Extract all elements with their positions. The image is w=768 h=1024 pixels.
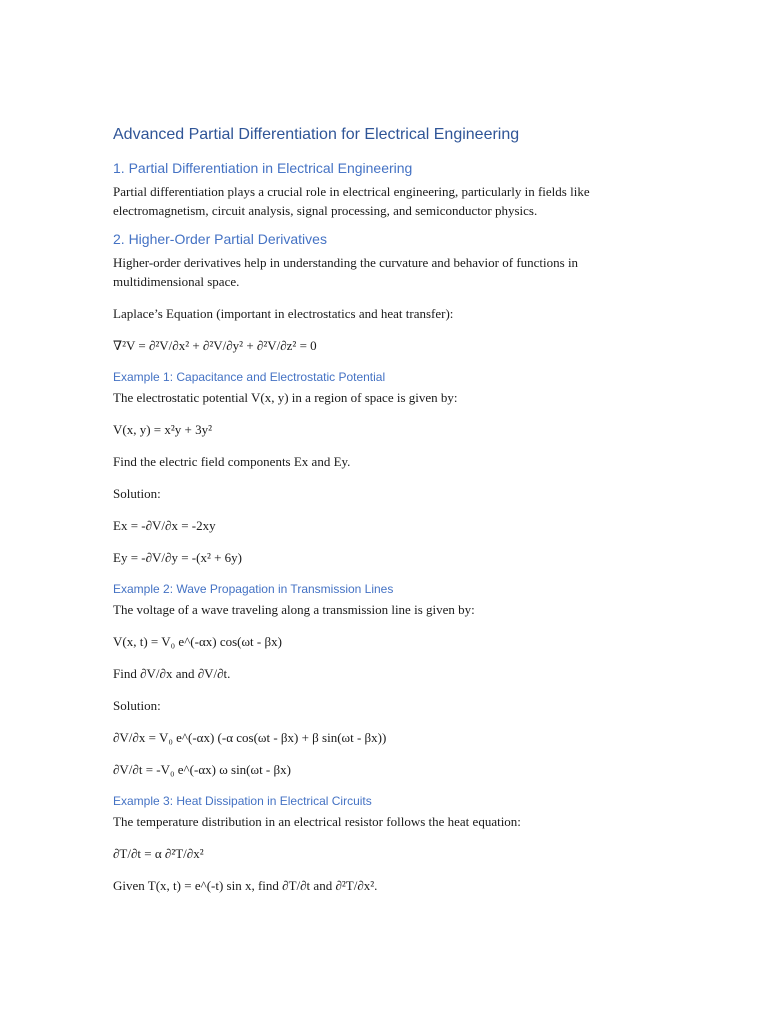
example-1-solution-label: Solution: — [113, 486, 161, 501]
example-2-heading: Example 2: Wave Propagation in Transmission Lines — [113, 582, 394, 596]
document-title: Advanced Partial Differentiation for Electrical Engineering — [113, 126, 520, 143]
example-1-ey: Ey = -∂V/∂y = -(x² + 6y) — [113, 550, 242, 565]
example-1-ex: Ex = -∂V/∂x = -2xy — [113, 518, 216, 533]
example-3-task: Given T(x, t) = e^(-t) sin x, find ∂T/∂t and ∂²T/∂x². — [113, 878, 378, 893]
section-2-body: Higher-order derivatives help in understanding the curvature and behavior of functions in multidimensional space. — [113, 255, 579, 289]
example-3-equation: ∂T/∂t = α ∂²T/∂x² — [113, 846, 204, 861]
example-2-statement: The voltage of a wave traveling along a transmission line is given by: — [113, 602, 475, 617]
section-2-heading: 2. Higher-Order Partial Derivatives — [113, 231, 327, 247]
example-2-solution-label: Solution: — [113, 698, 161, 713]
section-1-body: Partial differentiation plays a crucial role in electrical engineering, particularly in fields like electromagnetism, circuit analysis, signal processing, and semiconductor physics. — [113, 184, 590, 218]
example-1-task: Find the electric field components Ex and Ey. — [113, 454, 351, 469]
example-2-dvdt: ∂V/∂t = -V₀ e^(-αx) ω sin(ωt - βx) — [113, 762, 291, 777]
example-1-statement: The electrostatic potential V(x, y) in a region of space is given by: — [113, 390, 458, 405]
example-1-equation: V(x, y) = x²y + 3y² — [113, 422, 213, 437]
example-1-heading: Example 1: Capacitance and Electrostatic Potential — [113, 370, 386, 384]
example-2-dvdx: ∂V/∂x = V₀ e^(-αx) (-α cos(ωt - βx) + β sin(ωt - βx)) — [113, 730, 387, 745]
laplace-equation: ∇²V = ∂²V/∂x² + ∂²V/∂y² + ∂²V/∂z² = 0 — [113, 338, 317, 353]
section-1-heading: 1. Partial Differentiation in Electrical Engineering — [113, 160, 413, 176]
example-2-task: Find ∂V/∂x and ∂V/∂t. — [113, 666, 231, 681]
example-2-equation: V(x, t) = V₀ e^(-αx) cos(ωt - βx) — [113, 634, 282, 649]
example-3-heading: Example 3: Heat Dissipation in Electrical Circuits — [113, 794, 372, 808]
laplace-intro: Laplace’s Equation (important in electrostatics and heat transfer): — [113, 306, 454, 321]
example-3-statement: The temperature distribution in an electrical resistor follows the heat equation: — [113, 814, 521, 829]
